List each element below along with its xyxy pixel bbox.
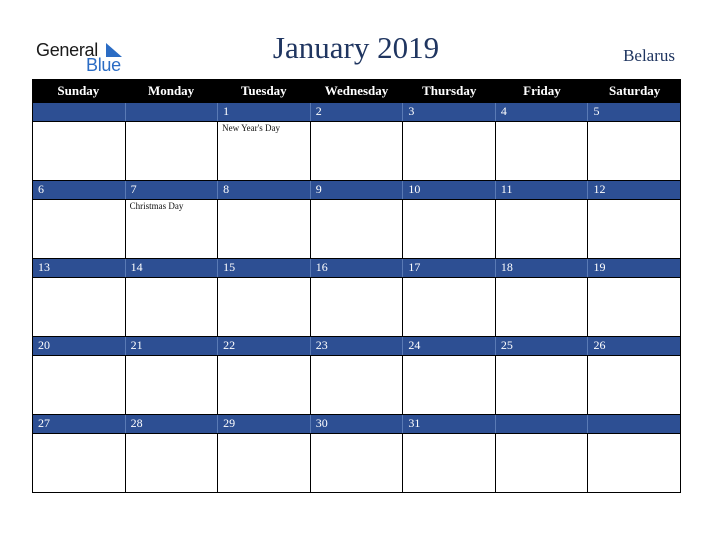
weekday-tuesday: Tuesday <box>240 83 287 98</box>
week-cells <box>33 277 680 336</box>
day-cell[interactable] <box>588 434 680 492</box>
day-number: 15 <box>218 259 311 277</box>
day-number: 29 <box>218 415 311 433</box>
day-number: 5 <box>593 104 600 118</box>
day-cell[interactable] <box>33 278 126 336</box>
week-date-bar <box>33 102 680 121</box>
day-number: 2 <box>311 103 404 121</box>
day-cell[interactable] <box>496 356 589 414</box>
day-number: 16 <box>311 259 404 277</box>
month-calendar <box>32 79 681 493</box>
day-cell[interactable] <box>311 434 404 492</box>
day-number: 3 <box>403 103 496 121</box>
day-cell[interactable] <box>496 122 589 180</box>
day-cell[interactable] <box>403 200 496 258</box>
day-number: 17 <box>403 259 496 277</box>
weekday-monday: Monday <box>147 83 195 98</box>
week-date-bar <box>33 258 680 277</box>
calendar-week <box>32 102 681 180</box>
day-number: 7 <box>126 181 219 199</box>
day-cell[interactable] <box>588 278 680 336</box>
calendar-title: January 2019 <box>272 30 440 65</box>
day-number: 8 <box>218 181 311 199</box>
country-name: Belarus <box>623 46 675 65</box>
week-date-bar <box>33 336 680 355</box>
day-number: 1 <box>218 103 311 121</box>
day-cell[interactable] <box>126 434 219 492</box>
day-cell[interactable] <box>588 122 680 180</box>
day-cell[interactable] <box>311 200 404 258</box>
day-cell[interactable] <box>311 278 404 336</box>
day-number: 4 <box>496 103 589 121</box>
day-cell[interactable] <box>403 278 496 336</box>
calendar-week <box>32 336 681 414</box>
day-cell[interactable] <box>218 278 311 336</box>
weekday-saturday: Saturday <box>609 83 661 98</box>
day-cell[interactable] <box>126 278 219 336</box>
day-number: 11 <box>496 181 589 199</box>
day-cell[interactable] <box>403 122 496 180</box>
logo-general-text: General <box>36 40 98 60</box>
weekday-sunday: Sunday <box>57 83 100 98</box>
day-cell[interactable] <box>403 434 496 492</box>
day-number <box>588 415 680 433</box>
day-number <box>33 103 126 121</box>
day-number: 21 <box>126 337 219 355</box>
day-number: 28 <box>126 415 219 433</box>
week-date-bar <box>33 414 680 433</box>
day-cell[interactable] <box>588 356 680 414</box>
day-number: 18 <box>496 259 589 277</box>
day-cell[interactable] <box>33 122 126 180</box>
day-cell[interactable] <box>496 278 589 336</box>
weekday-wednesday: Wednesday <box>324 83 389 98</box>
day-cell[interactable] <box>126 200 219 258</box>
day-number: 13 <box>33 259 126 277</box>
day-cell[interactable] <box>311 122 404 180</box>
day-number: 24 <box>403 337 496 355</box>
day-cell[interactable] <box>218 200 311 258</box>
day-cell[interactable] <box>33 200 126 258</box>
day-cell[interactable] <box>496 434 589 492</box>
weekday-friday: Friday <box>523 83 561 98</box>
week-cells <box>33 433 680 492</box>
calendar-week <box>32 258 681 336</box>
day-number: 27 <box>33 415 126 433</box>
day-number: 10 <box>403 181 496 199</box>
day-cell[interactable] <box>588 200 680 258</box>
day-number: 6 <box>33 181 126 199</box>
logo-blue-text: Blue <box>86 55 121 75</box>
holiday-label: New Year's Day <box>222 123 281 133</box>
day-number <box>126 103 219 121</box>
day-number: 9 <box>311 181 404 199</box>
day-cell[interactable] <box>126 356 219 414</box>
day-cell[interactable] <box>218 122 311 180</box>
day-number: 14 <box>126 259 219 277</box>
day-number: 22 <box>218 337 311 355</box>
day-cell[interactable] <box>33 434 126 492</box>
calendar-week <box>32 180 681 258</box>
week-cells <box>33 355 680 414</box>
day-cell[interactable] <box>311 356 404 414</box>
calendar-week <box>32 414 681 493</box>
week-cells <box>33 199 680 258</box>
weekday-thursday: Thursday <box>422 83 477 98</box>
day-number: 26 <box>593 338 606 352</box>
week-cells <box>33 121 680 180</box>
day-number: 25 <box>496 337 589 355</box>
day-number: 19 <box>593 260 606 274</box>
day-cell[interactable] <box>403 356 496 414</box>
day-cell[interactable] <box>218 356 311 414</box>
day-number: 20 <box>33 337 126 355</box>
day-cell[interactable] <box>496 200 589 258</box>
day-number: 12 <box>593 182 606 196</box>
day-cell[interactable] <box>33 356 126 414</box>
day-cell[interactable] <box>218 434 311 492</box>
day-cell[interactable] <box>126 122 219 180</box>
day-number: 31 <box>403 415 496 433</box>
holiday-label: Christmas Day <box>129 201 184 211</box>
day-number <box>496 415 589 433</box>
day-number: 30 <box>311 415 404 433</box>
day-number: 23 <box>311 337 404 355</box>
weekday-header <box>32 79 681 102</box>
week-date-bar <box>33 180 680 199</box>
